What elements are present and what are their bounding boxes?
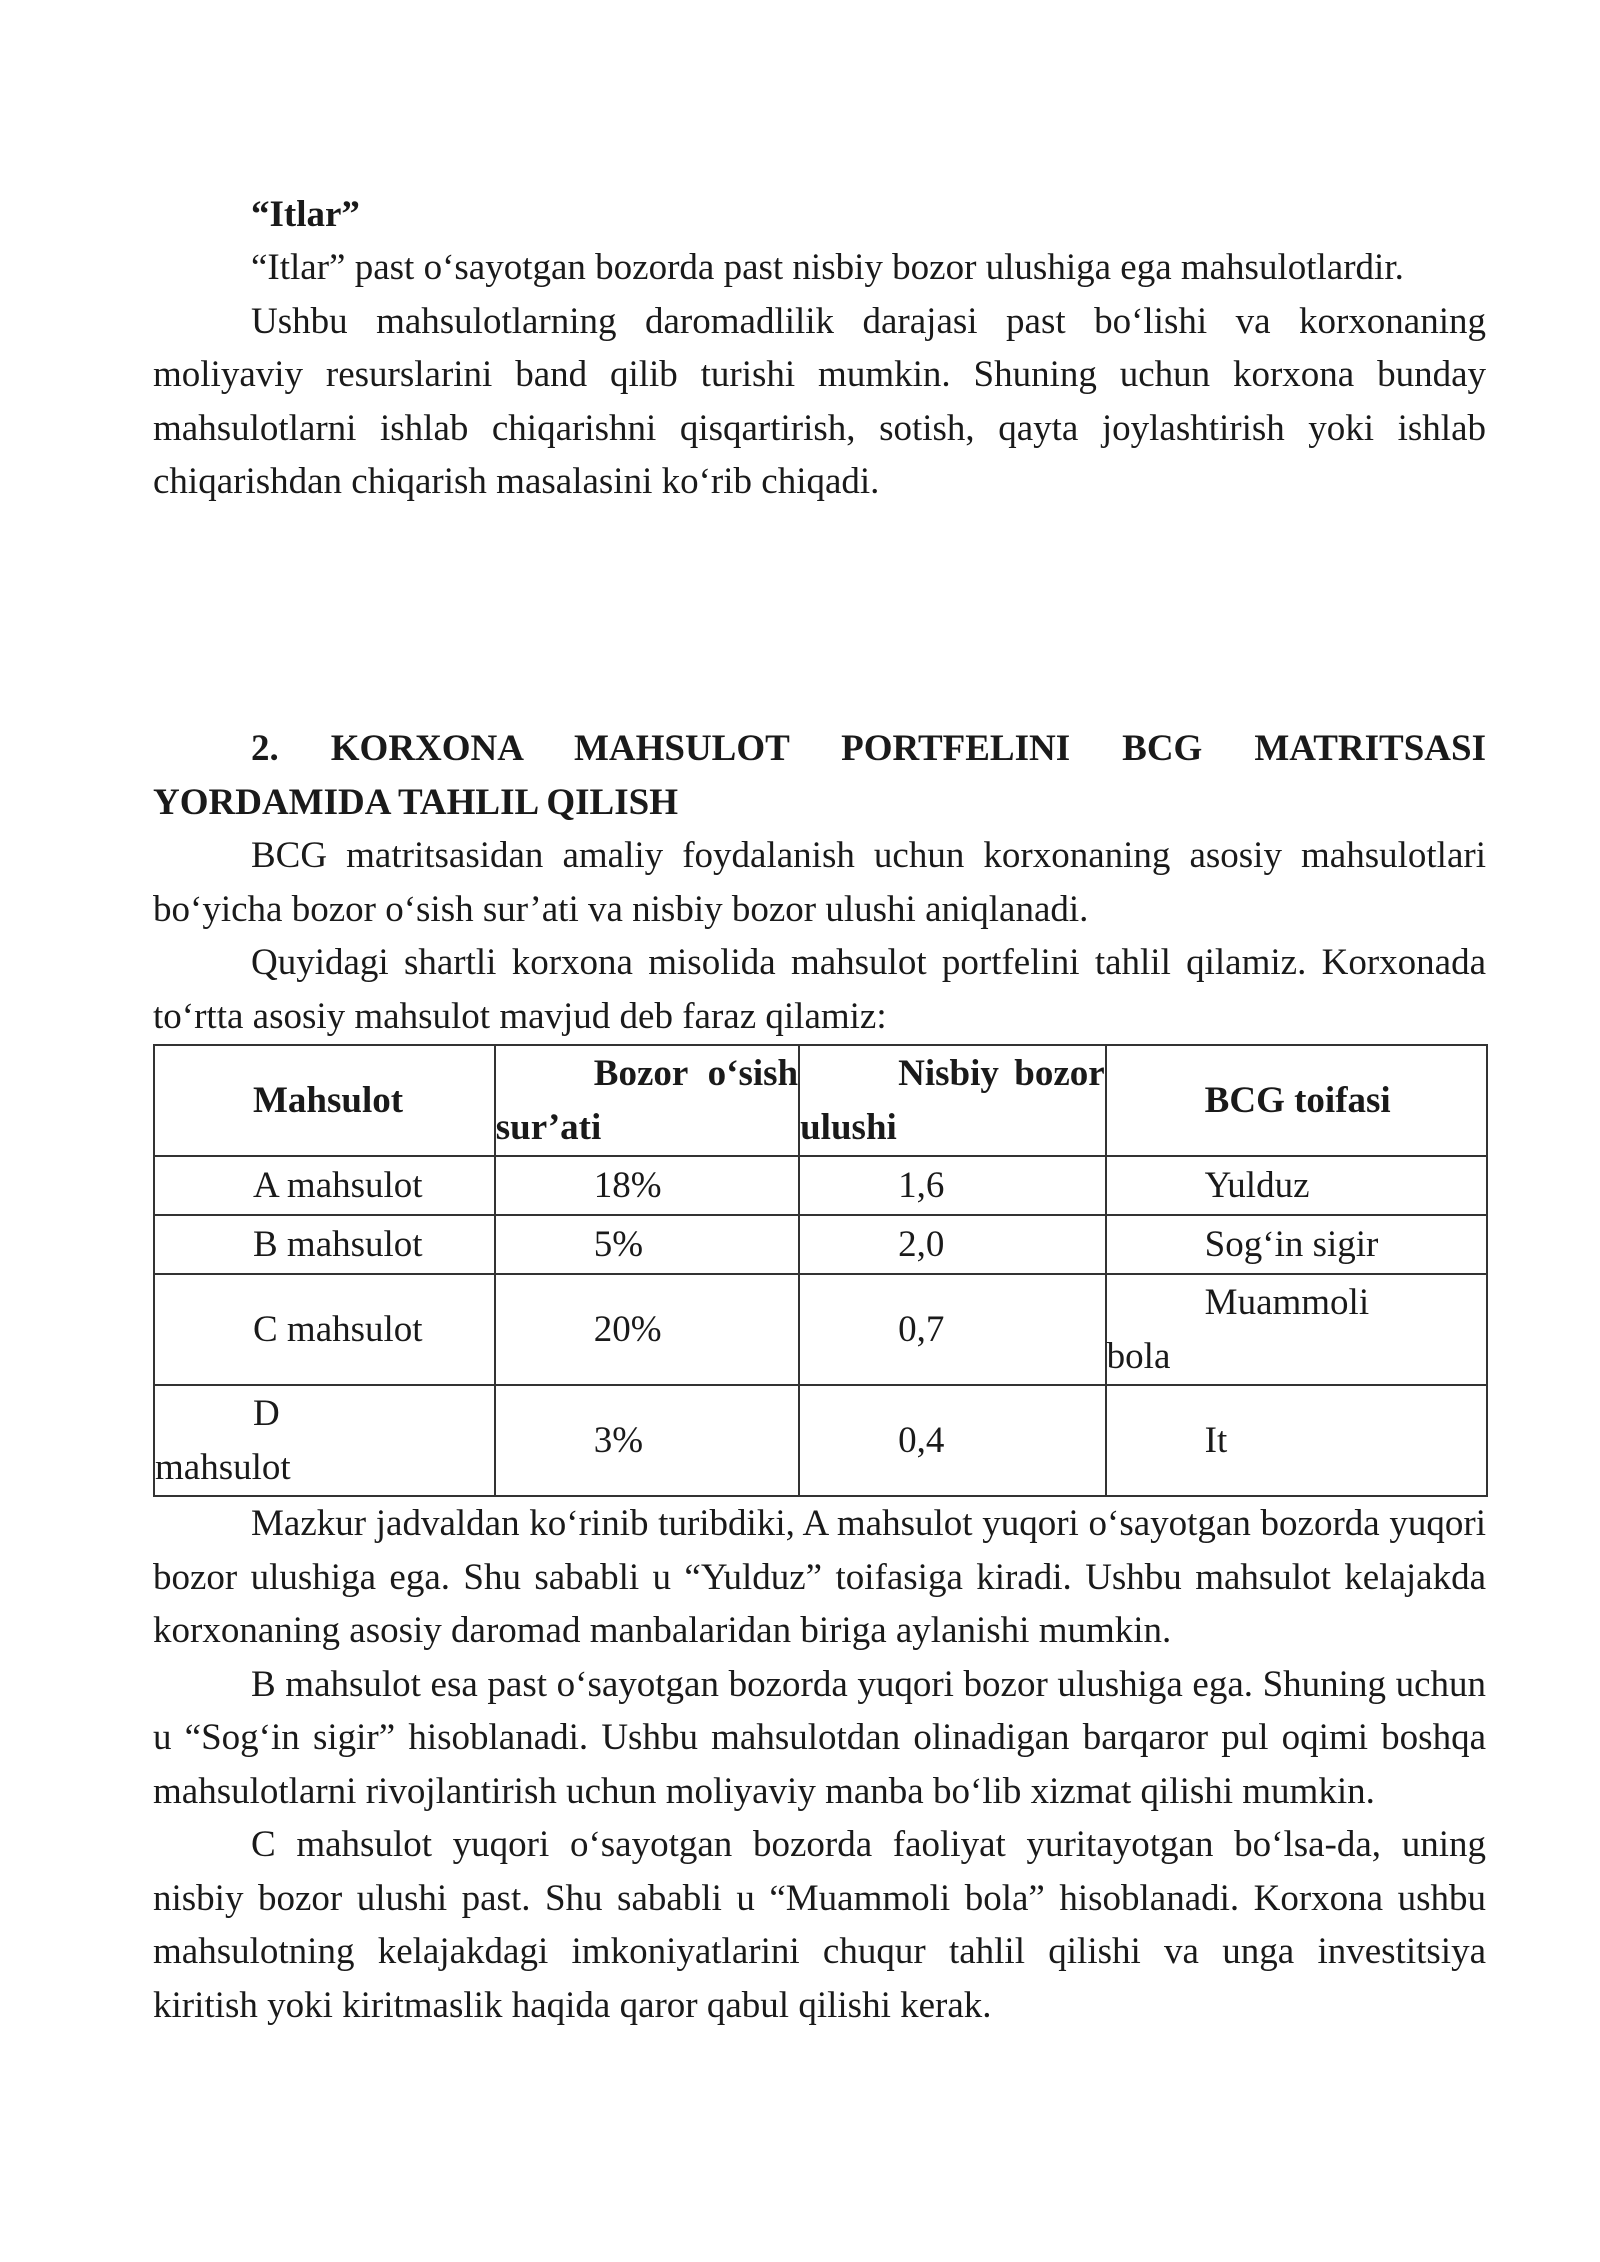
cell-product-line2: mahsulot xyxy=(155,1446,291,1488)
paragraph: Quyidagi shartli korxona misolida mahsulot portfelini tahlil qilamiz. Korxonada to‘rtta asosiy mahsulot mavjud deb faraz qilamiz: xyxy=(153,942,1486,1037)
cell-category-line2: bola xyxy=(1106,1335,1171,1377)
cell-product: B mahsulot xyxy=(154,1215,495,1274)
table-row xyxy=(154,1274,1487,1385)
paragraph: Mazkur jadvaldan ko‘rinib turibdiki, A mahsulot yuqori o‘sayotgan bozorda yuqori bozor ulushiga ega. Shu sababli u “Yulduz” toifasiga kiradi. Ushbu mahsulot kelajakda korxonaning asosiy daromad manbalaridan biriga aylanishi mumkin. xyxy=(153,1503,1486,1651)
subheading-itlar: “Itlar” xyxy=(251,194,360,235)
table-row xyxy=(154,1385,1487,1496)
cell-growth: 3% xyxy=(495,1385,799,1496)
header-category: BCG toifasi xyxy=(1106,1045,1487,1156)
cell-product-line1: D xyxy=(253,1393,280,1434)
paragraph: C mahsulot yuqori o‘sayotgan bozorda faoliyat yuritayotgan bo‘lsa-da, uning nisbiy bozor ulushi past. Shu sababli u “Muammoli bola” hisoblanadi. Korxona ushbu mahsulotning kelajakdagi imkoniyatlarini chuqur tahlil qilishi va unga investitsiya kiritish yoki kiritmaslik haqida qaror qabul qilishi kerak. xyxy=(153,1824,1486,2026)
analysis-text-block xyxy=(153,1497,1486,2032)
header-share-line2: ulushi xyxy=(800,1106,897,1148)
cell-category-line1: Muammoli xyxy=(1204,1282,1370,1323)
cell-share: 1,6 xyxy=(799,1156,1106,1215)
paragraph: BCG matritsasidan amaliy foydalanish uchun korxonaning asosiy mahsulotlari bo‘yicha bozor o‘sish sur’ati va nisbiy bozor ulushi aniqlanadi. xyxy=(153,835,1486,930)
cell-growth: 5% xyxy=(495,1215,799,1274)
intro-text-block xyxy=(153,829,1486,1043)
header-growth xyxy=(495,1045,799,1156)
itlar-text-block xyxy=(153,241,1486,509)
cell-product xyxy=(154,1385,495,1496)
cell-share: 2,0 xyxy=(799,1215,1106,1274)
cell-growth: 18% xyxy=(495,1156,799,1215)
header-product: Mahsulot xyxy=(154,1045,495,1156)
bcg-table xyxy=(153,1044,1488,1497)
paragraph: B mahsulot esa past o‘sayotgan bozorda yuqori bozor ulushiga ega. Shuning uchun u “Sog‘in sigir” hisoblanadi. Ushbu mahsulotdan olinadigan barqaror pul oqimi boshqa mahsulotlarni rivojlantirish uchun moliyaviy manba bo‘lib xizmat qilishi mumkin. xyxy=(153,1663,1486,1812)
cell-category: Sog‘in sigir xyxy=(1106,1215,1487,1274)
header-share-line1: Nisbiy bozor xyxy=(898,1053,1105,1094)
section-heading: 2. KORXONA MAHSULOT PORTFELINI BCG MATRITSASI YORDAMIDA TAHLIL QILISH xyxy=(153,728,1486,823)
table-header-row xyxy=(154,1045,1487,1156)
paragraph: “Itlar” past o‘sayotgan bozorda past nisbiy bozor ulushiga ega mahsulotlardir. xyxy=(251,247,1404,288)
cell-growth: 20% xyxy=(495,1274,799,1385)
cell-share: 0,4 xyxy=(799,1385,1106,1496)
table-row xyxy=(154,1215,1487,1274)
header-growth-line2: sur’ati xyxy=(495,1106,602,1148)
cell-product: A mahsulot xyxy=(154,1156,495,1215)
paragraph: Ushbu mahsulotlarning daromadlilik darajasi past bo‘lishi va korxonaning moliyaviy resurslarini band qilib turishi mumkin. Shuning uchun korxona bunday mahsulotlarni ishlab chiqarishni qisqartirish, sotish, qayta joylashtirish yoki ishlab chiqarishdan chiqarish masalasini ko‘rib chiqadi. xyxy=(153,300,1486,502)
cell-category: Yulduz xyxy=(1106,1156,1487,1215)
cell-category xyxy=(1106,1274,1487,1385)
header-growth-line1: Bozor o‘sish xyxy=(593,1053,799,1094)
header-share xyxy=(799,1045,1106,1156)
table-row xyxy=(154,1156,1487,1215)
cell-category: It xyxy=(1106,1385,1487,1496)
cell-share: 0,7 xyxy=(799,1274,1106,1385)
cell-product: C mahsulot xyxy=(154,1274,495,1385)
